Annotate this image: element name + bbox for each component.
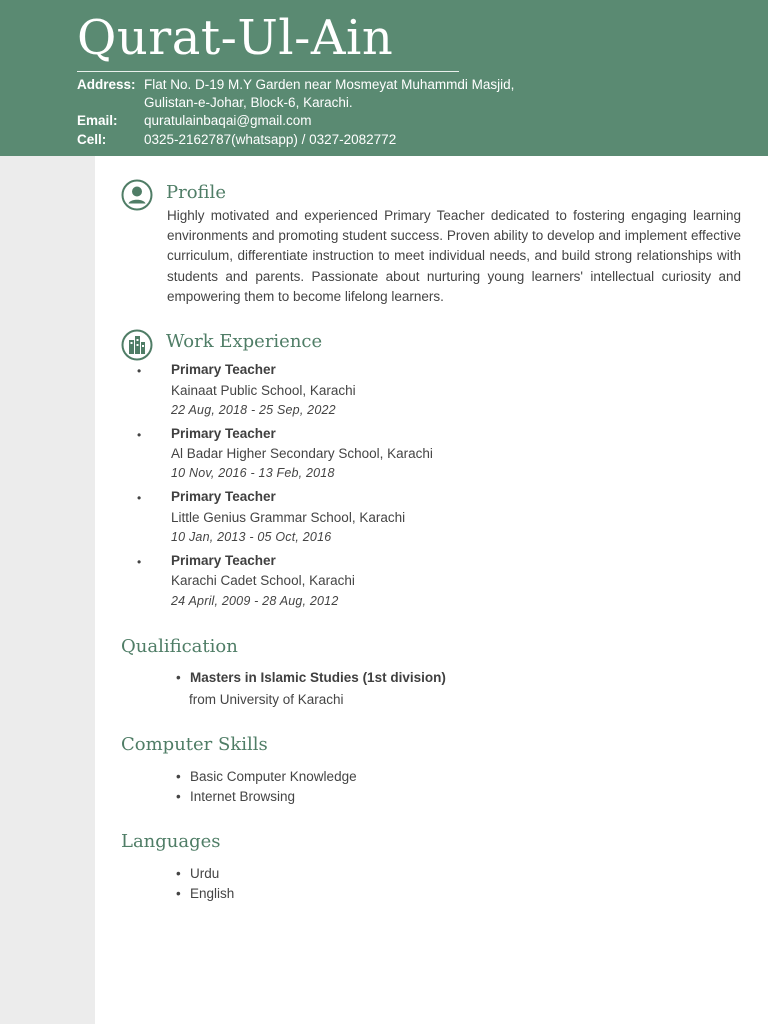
email-link[interactable]: quratulainbaqai@gmail.com bbox=[144, 113, 312, 128]
languages-heading: Languages bbox=[121, 831, 221, 852]
bullet-dot: • bbox=[137, 428, 142, 442]
bullet-dot: • bbox=[176, 769, 181, 784]
profile-heading: Profile bbox=[166, 182, 226, 203]
email-label: Email: bbox=[77, 113, 118, 128]
job-dates: 10 Nov, 2016 - 13 Feb, 2018 bbox=[171, 466, 335, 480]
job-employer: Little Genius Grammar School, Karachi bbox=[171, 510, 406, 525]
job-title: Primary Teacher bbox=[171, 489, 276, 504]
bullet-dot: • bbox=[176, 789, 181, 804]
list-item bbox=[176, 866, 219, 881]
job-dates: 22 Aug, 2018 - 25 Sep, 2022 bbox=[171, 403, 336, 417]
list-item bbox=[176, 886, 234, 901]
address-label: Address: bbox=[77, 77, 136, 92]
building-icon bbox=[121, 329, 153, 361]
candidate-name: Qurat-Ul-Ain bbox=[77, 10, 394, 66]
cell-numbers: 0325-2162787(whatsapp) / 0327-2082772 bbox=[144, 132, 397, 147]
work-experience-heading: Work Experience bbox=[166, 331, 323, 352]
bullet-dot: • bbox=[176, 866, 181, 881]
job-employer: Karachi Cadet School, Karachi bbox=[171, 573, 355, 588]
qualification-degree: Masters in Islamic Studies (1st division) bbox=[190, 670, 446, 685]
qualification-degree-item bbox=[176, 670, 446, 685]
skill-item: Internet Browsing bbox=[190, 789, 296, 804]
computer-skills-heading: Computer Skills bbox=[121, 734, 268, 755]
bullet-dot: • bbox=[176, 670, 181, 685]
address-line-2: Gulistan-e-Johar, Block-6, Karachi. bbox=[144, 95, 353, 110]
list-item bbox=[176, 789, 295, 804]
address-line-1: Flat No. D-19 M.Y Garden near Mosmeyat Muhammdi Masjid, bbox=[144, 77, 515, 92]
job-dates: 10 Jan, 2013 - 05 Oct, 2016 bbox=[171, 530, 332, 544]
skill-item: Basic Computer Knowledge bbox=[190, 769, 357, 784]
job-title: Primary Teacher bbox=[171, 362, 276, 377]
qualification-heading: Qualification bbox=[121, 636, 238, 657]
name-divider bbox=[77, 71, 459, 72]
job-title: Primary Teacher bbox=[171, 426, 276, 441]
language-item: English bbox=[190, 886, 235, 901]
resume-header bbox=[0, 0, 768, 156]
cell-label: Cell: bbox=[77, 132, 107, 147]
user-circle-icon bbox=[121, 179, 153, 211]
profile-summary: Highly motivated and experienced Primary Teacher dedicated to fostering engaging learning environments and promoting student success. Proven ability to develop and implement effective curriculum, differentiate instruction to meet individual needs, and build strong relationships with students and parents. Passionate about nurturing young learners' intellectual curiosity and empowering them to become lifelong learners. bbox=[167, 208, 741, 304]
job-employer: Kainaat Public School, Karachi bbox=[171, 383, 356, 398]
qualification-institution: from University of Karachi bbox=[189, 692, 344, 707]
left-sidebar-strip bbox=[0, 156, 95, 1024]
job-dates: 24 April, 2009 - 28 Aug, 2012 bbox=[171, 594, 339, 608]
job-employer: Al Badar Higher Secondary School, Karachi bbox=[171, 446, 433, 461]
list-item bbox=[176, 769, 357, 784]
bullet-dot: • bbox=[137, 555, 142, 569]
job-title: Primary Teacher bbox=[171, 553, 276, 568]
bullet-dot: • bbox=[137, 364, 142, 378]
bullet-dot: • bbox=[137, 491, 142, 505]
bullet-dot: • bbox=[176, 886, 181, 901]
language-item: Urdu bbox=[190, 866, 220, 881]
